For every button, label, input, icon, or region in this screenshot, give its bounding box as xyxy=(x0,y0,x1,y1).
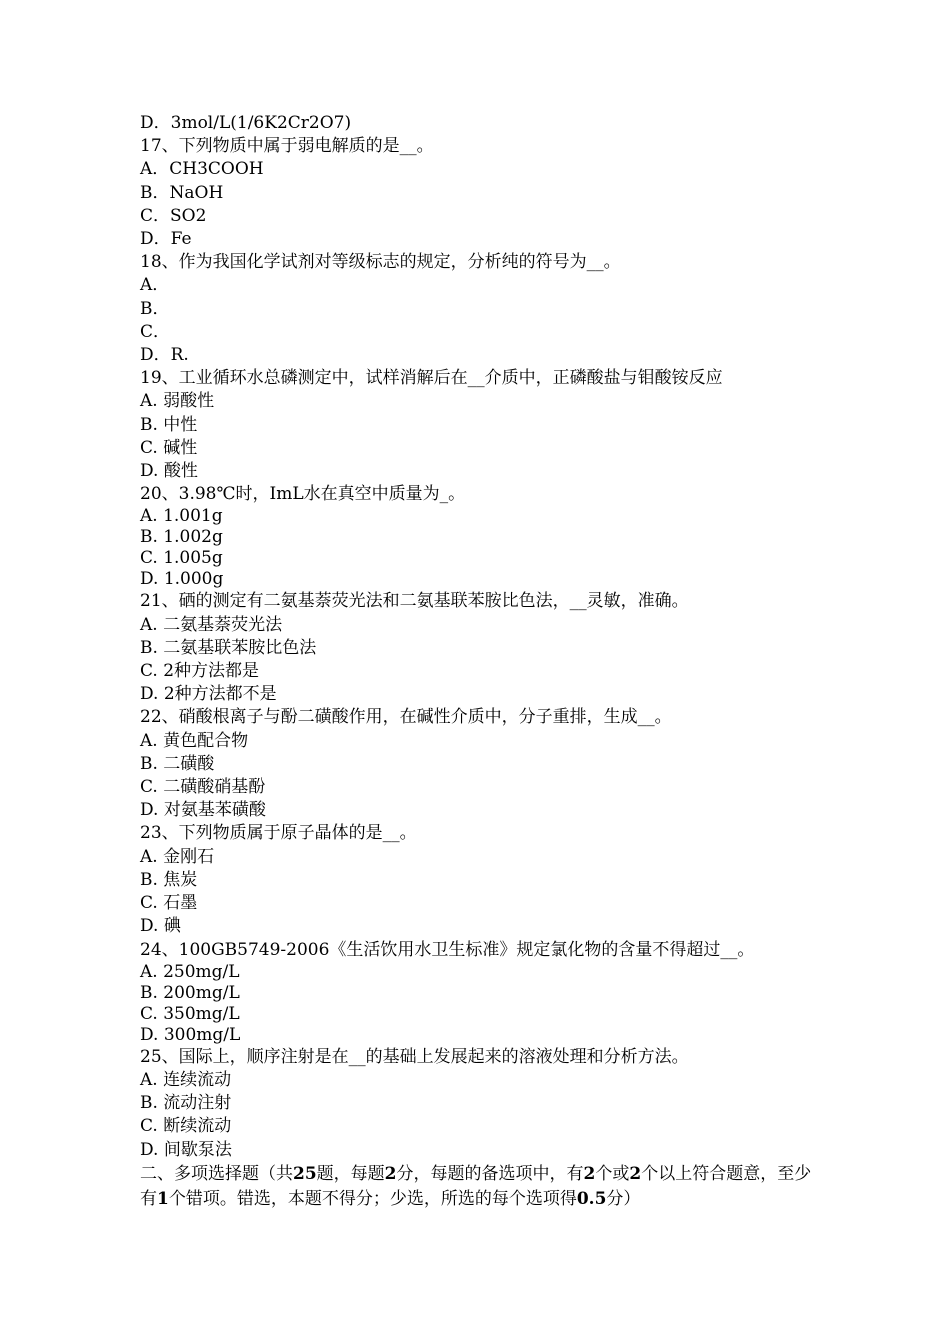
option-19-b: B. 中性 xyxy=(140,414,198,435)
section-number: 2 xyxy=(629,1163,642,1184)
option-24-d: D. 300mg/L xyxy=(140,1024,241,1045)
option-21-c: C. 2种方法都是 xyxy=(140,661,260,682)
option-17-c: C．SO2 xyxy=(140,205,207,226)
document-page xyxy=(140,112,830,1212)
option-19-d: D. 酸性 xyxy=(140,461,198,482)
option-16-d: D．3mol/L(1/6K2Cr2O7) xyxy=(140,113,352,133)
option-20-a: A. 1.001g xyxy=(140,506,223,527)
option-25-a: A. 连续流动 xyxy=(140,1069,232,1090)
option-21-d: D. 2种方法都不是 xyxy=(140,684,277,705)
option-22-c: C. 二磺酸硝基酚 xyxy=(140,777,266,798)
option-20-d: D. 1.000g xyxy=(140,569,224,590)
option-18-c: C． xyxy=(140,321,171,342)
option-22-a: A. 黄色配合物 xyxy=(140,730,249,751)
section-text: 分，每题的备选项中，有 xyxy=(396,1163,584,1184)
option-25-c: C. 断续流动 xyxy=(140,1116,232,1137)
question-25: 25、国际上，顺序注射是在__的基础上发展起来的溶液处理和分析方法。 xyxy=(140,1046,689,1067)
section-partial-points: 0.5 xyxy=(576,1188,607,1209)
option-20-c: C. 1.005g xyxy=(140,548,223,569)
question-23: 23、下列物质属于原子晶体的是__。 xyxy=(140,823,417,844)
section-text: 个错项。错选，本题不得分；少选，所选的每个选项得 xyxy=(168,1188,577,1209)
section-number: 2 xyxy=(583,1163,596,1184)
option-19-c: C. 碱性 xyxy=(140,437,198,458)
question-18: 18、作为我国化学试剂对等级标志的规定，分析纯的符号为__。 xyxy=(140,252,621,273)
option-18-d: D．R. xyxy=(140,345,189,366)
option-22-d: D. 对氨基苯磺酸 xyxy=(140,800,266,821)
option-24-b: B. 200mg/L xyxy=(140,982,240,1003)
section-heading-multiple-choice xyxy=(140,1162,820,1212)
option-23-d: D. 碘 xyxy=(140,916,181,937)
option-24-a: A. 250mg/L xyxy=(140,961,240,982)
section-text: 个或 xyxy=(595,1163,630,1184)
section-text: 题，每题 xyxy=(316,1163,385,1184)
option-20-b: B. 1.002g xyxy=(140,527,223,548)
question-17: 17、下列物质中属于弱电解质的是__。 xyxy=(140,136,434,157)
question-21: 21、硒的测定有二氨基萘荧光法和二氨基联苯胺比色法，__灵敏，准确。 xyxy=(140,591,689,612)
section-text: 二、多项选择题（共 xyxy=(140,1163,293,1184)
question-22: 22、硝酸根离子与酚二磺酸作用，在碱性介质中，分子重排，生成__。 xyxy=(140,707,672,728)
question-24: 24、100GB5749-2006《生活饮用水卫生标准》规定氯化物的含量不得超过__。 xyxy=(140,939,755,960)
option-21-b: B. 二氨基联苯胺比色法 xyxy=(140,637,317,658)
option-19-a: A. 弱酸性 xyxy=(140,391,215,412)
question-19: 19、工业循环水总磷测定中，试样消解后在__介质中，正磷酸盐与钼酸铵反应 xyxy=(140,368,723,389)
option-17-a: A．CH3COOH xyxy=(140,159,264,180)
section-count: 25 xyxy=(293,1163,317,1184)
section-number: 1 xyxy=(157,1188,169,1209)
option-23-c: C. 石墨 xyxy=(140,893,198,914)
option-22-b: B. 二磺酸 xyxy=(140,753,215,774)
section-text: 分） xyxy=(606,1188,641,1209)
section-points: 2 xyxy=(384,1163,397,1184)
option-24-c: C. 350mg/L xyxy=(140,1003,240,1024)
option-23-a: A. 金刚石 xyxy=(140,846,215,867)
option-25-b: B. 流动注射 xyxy=(140,1093,232,1114)
option-21-a: A. 二氨基萘荧光法 xyxy=(140,614,283,635)
option-18-a: A． xyxy=(140,275,170,296)
option-25-d: D. 间歇泵法 xyxy=(140,1139,232,1160)
option-23-b: B. 焦炭 xyxy=(140,869,198,890)
option-17-b: B．NaOH xyxy=(140,182,224,203)
option-18-b: B． xyxy=(140,298,170,319)
option-17-d: D．Fe xyxy=(140,229,192,250)
section-text: 个以上符合题意，至少有 xyxy=(140,1163,812,1209)
question-20: 20、3.98℃时，ImL水在真空中质量为_。 xyxy=(140,484,466,505)
